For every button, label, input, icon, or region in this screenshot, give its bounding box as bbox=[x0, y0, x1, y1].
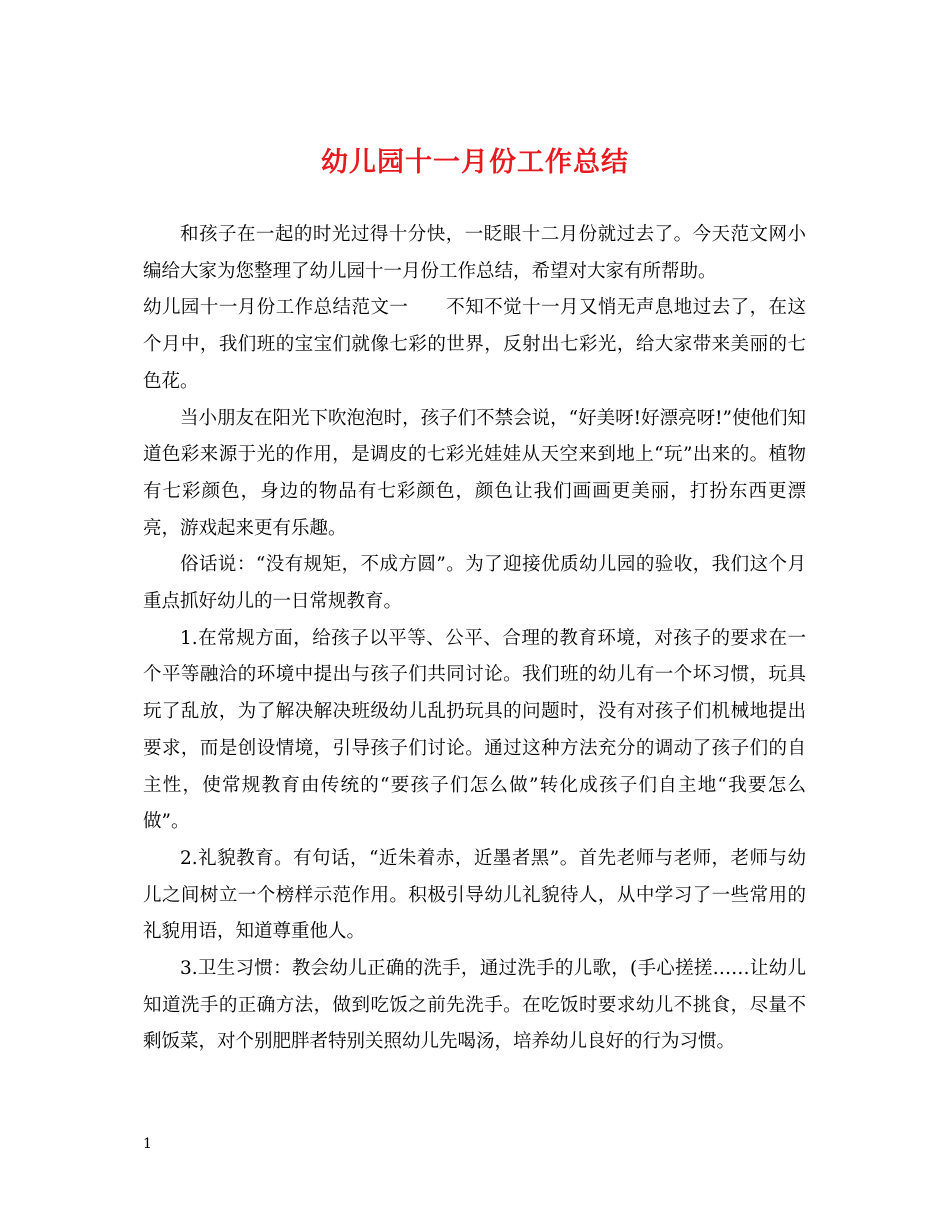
paragraph-item-hygiene: 3.卫生习惯：教会幼儿正确的洗手，通过洗手的儿歌，(手心搓搓……让幼儿知道洗手的正确方法，做到吃饭之前先洗手。在吃饭时要求幼儿不挑食，尽量不剩饭菜，对个别肥胖者特别关照幼儿先喝汤，培养幼儿良好的行为习惯。 bbox=[143, 958, 806, 1053]
paragraph-bubbles: 当小朋友在阳光下吹泡泡时，孩子们不禁会说，“好美呀!好漂亮呀!”使他们知道色彩来源于光的作用，是调皮的七彩光娃娃从天空来到地上“玩”出来的。植物有七彩颜色，身边的物品有七彩颜色，颜色让我们画画更美丽，打扮东西更漂亮，游戏起来更有乐趣。 bbox=[143, 407, 806, 539]
paragraph-intro: 和孩子在一起的时光过得十分快，一眨眼十二月份就过去了。今天范文网小编给大家为您整理了幼儿园十一月份工作总结，希望对大家有所帮助。 bbox=[143, 224, 806, 282]
page-number: 1 bbox=[143, 1136, 152, 1152]
document-body bbox=[143, 217, 806, 1061]
page-title: 幼儿园十一月份工作总结 bbox=[321, 147, 629, 178]
paragraph-item-routine: 1.在常规方面，给孩子以平等、公平、合理的教育环境，对孩子的要求在一个平等融洽的环境中提出与孩子们共同讨论。我们班的幼儿有一个坏习惯，玩具玩了乱放，为了解决解决班级幼儿乱扔玩具的问题时，没有对孩子们机械地提出要求，而是创设情境，引导孩子们讨论。通过这种方法充分的调动了孩子们的自主性，使常规教育由传统的“要孩子们怎么做”转化成孩子们自主地“我要怎么做”。 bbox=[143, 627, 806, 833]
paragraph-rules: 俗话说：“没有规矩，不成方圆”。为了迎接优质幼儿园的验收，我们这个月重点抓好幼儿的一日常规教育。 bbox=[143, 554, 806, 613]
paragraph-sample-one: 幼儿园十一月份工作总结范文一 不知不觉十一月又悄无声息地过去了，在这个月中，我们班的宝宝们就像七彩的世界，反射出七彩光，给大家带来美丽的七色花。 bbox=[143, 297, 806, 392]
paragraph-item-manners: 2.礼貌教育。有句话，“近朱着赤，近墨者黑”。首先老师与老师，老师与幼儿之间树立一个榜样示范作用。积极引导幼儿礼貌待人，从中学习了一些常用的礼貌用语，知道尊重他人。 bbox=[143, 847, 806, 943]
